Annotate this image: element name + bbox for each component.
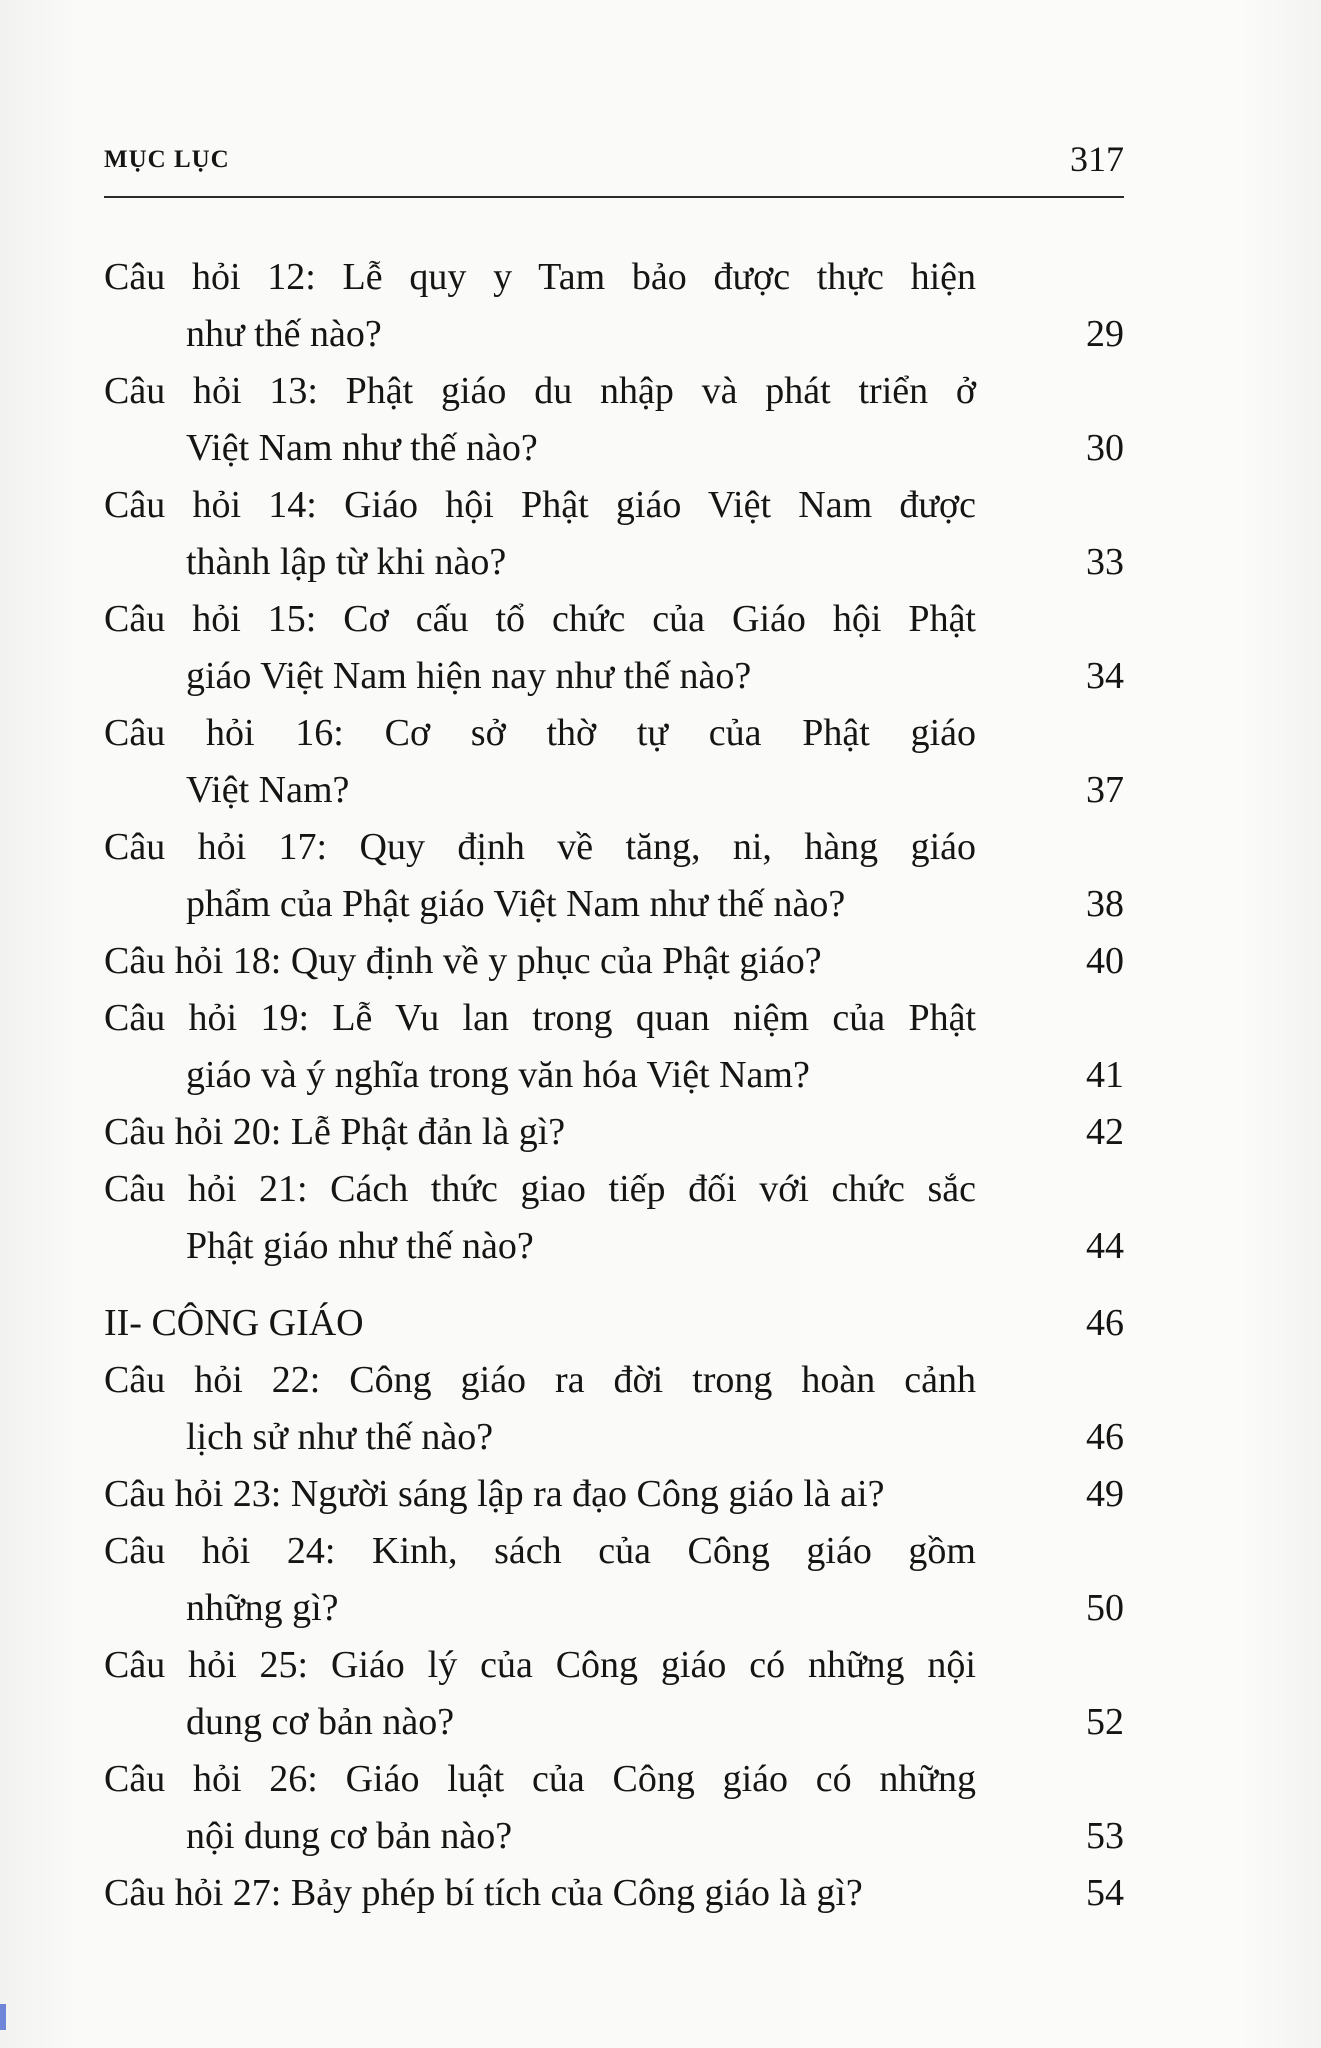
toc-entry-line2: những gì? (186, 1587, 339, 1629)
toc-entry-line2: phẩm của Phật giáo Việt Nam như thế nào? (186, 883, 846, 925)
toc-entry-page: 52 (1086, 1701, 1124, 1743)
toc-entry (104, 1104, 1124, 1161)
toc-entry-page: 34 (1086, 655, 1124, 697)
toc-entry (104, 933, 1124, 990)
toc-entry (104, 1466, 1124, 1523)
toc-entry-line1: Câu hỏi 27: Bảy phép bí tích của Công giáo là gì? (104, 1872, 863, 1914)
toc-entry-line1: Câu hỏi 25: Giáo lý của Công giáo có những nội (104, 1644, 976, 1686)
toc-entry (104, 705, 1124, 819)
toc-entry-line1: Câu hỏi 12: Lễ quy y Tam bảo được thực hiện (104, 256, 976, 298)
toc-entry-page: 53 (1086, 1815, 1124, 1857)
toc-entry-page: 30 (1086, 427, 1124, 469)
page-number: 317 (1070, 139, 1124, 179)
toc-entry-page: 29 (1086, 313, 1124, 355)
toc-entry-page: 46 (1086, 1416, 1124, 1458)
toc-entry-line2: thành lập từ khi nào? (186, 541, 507, 583)
toc-entry-line1: Câu hỏi 19: Lễ Vu lan trong quan niệm của Phật (104, 997, 976, 1039)
toc-entry-line2: Việt Nam? (186, 769, 350, 811)
page-header (104, 138, 1124, 198)
toc-entry-line1: Câu hỏi 21: Cách thức giao tiếp đối với chức sắc (104, 1168, 976, 1210)
toc-entry-line2: lịch sử như thế nào? (186, 1416, 494, 1458)
toc-entry-page: 54 (1086, 1872, 1124, 1914)
toc-entry-line2: dung cơ bản nào? (186, 1701, 455, 1743)
toc-entry-line2: Việt Nam như thế nào? (186, 427, 538, 469)
toc-entry-line2: Phật giáo như thế nào? (186, 1225, 534, 1267)
toc-entry-page: 37 (1086, 769, 1124, 811)
toc-entry (104, 1751, 1124, 1865)
toc-entry-line1: Câu hỏi 23: Người sáng lập ra đạo Công giáo là ai? (104, 1473, 885, 1515)
section-heading (104, 1295, 1124, 1352)
toc-entry-page: 42 (1086, 1111, 1124, 1153)
toc-entry-line1: Câu hỏi 18: Quy định về y phục của Phật giáo? (104, 940, 822, 982)
toc-entry-page: 33 (1086, 541, 1124, 583)
toc-entry-line1: Câu hỏi 17: Quy định về tăng, ni, hàng giáo (104, 826, 976, 868)
toc-entry-line1: Câu hỏi 24: Kinh, sách của Công giáo gồm (104, 1530, 976, 1572)
toc-entry-line1: Câu hỏi 15: Cơ cấu tổ chức của Giáo hội Phật (104, 598, 976, 640)
table-of-contents (104, 249, 1124, 1922)
toc-entry-line1: Câu hỏi 20: Lễ Phật đản là gì? (104, 1111, 566, 1153)
toc-entry (104, 1865, 1124, 1922)
toc-entry-line2: nội dung cơ bản nào? (186, 1815, 513, 1857)
toc-entry (104, 249, 1124, 363)
toc-entry (104, 819, 1124, 933)
toc-entry-line1: Câu hỏi 14: Giáo hội Phật giáo Việt Nam được (104, 484, 976, 526)
toc-entry-page: 44 (1086, 1225, 1124, 1267)
toc-entry-page: 40 (1086, 940, 1124, 982)
toc-entry-page: 50 (1086, 1587, 1124, 1629)
toc-entry (104, 1637, 1124, 1751)
scan-edge-mark (0, 2004, 6, 2030)
toc-entry (104, 363, 1124, 477)
section-page: 46 (1086, 1302, 1124, 1344)
toc-entry (104, 477, 1124, 591)
toc-entry-page: 41 (1086, 1054, 1124, 1096)
toc-entry-line1: Câu hỏi 13: Phật giáo du nhập và phát triển ở (104, 370, 976, 412)
toc-entry-line1: Câu hỏi 16: Cơ sở thờ tự của Phật giáo (104, 712, 976, 754)
toc-entry (104, 1523, 1124, 1637)
toc-entry-line1: Câu hỏi 26: Giáo luật của Công giáo có những (104, 1758, 976, 1800)
toc-entry-line1: Câu hỏi 22: Công giáo ra đời trong hoàn cảnh (104, 1359, 976, 1401)
toc-entry-line2: như thế nào? (186, 313, 382, 355)
toc-entry (104, 591, 1124, 705)
toc-entry (104, 1161, 1124, 1275)
toc-entry-line2: giáo và ý nghĩa trong văn hóa Việt Nam? (186, 1054, 810, 1096)
toc-entry (104, 990, 1124, 1104)
toc-entry-page: 49 (1086, 1473, 1124, 1515)
toc-entry-page: 38 (1086, 883, 1124, 925)
running-title: MỤC LỤC (104, 146, 230, 173)
section-title: II- CÔNG GIÁO (104, 1302, 364, 1344)
toc-entry (104, 1352, 1124, 1466)
toc-entry-line2: giáo Việt Nam hiện nay như thế nào? (186, 655, 752, 697)
